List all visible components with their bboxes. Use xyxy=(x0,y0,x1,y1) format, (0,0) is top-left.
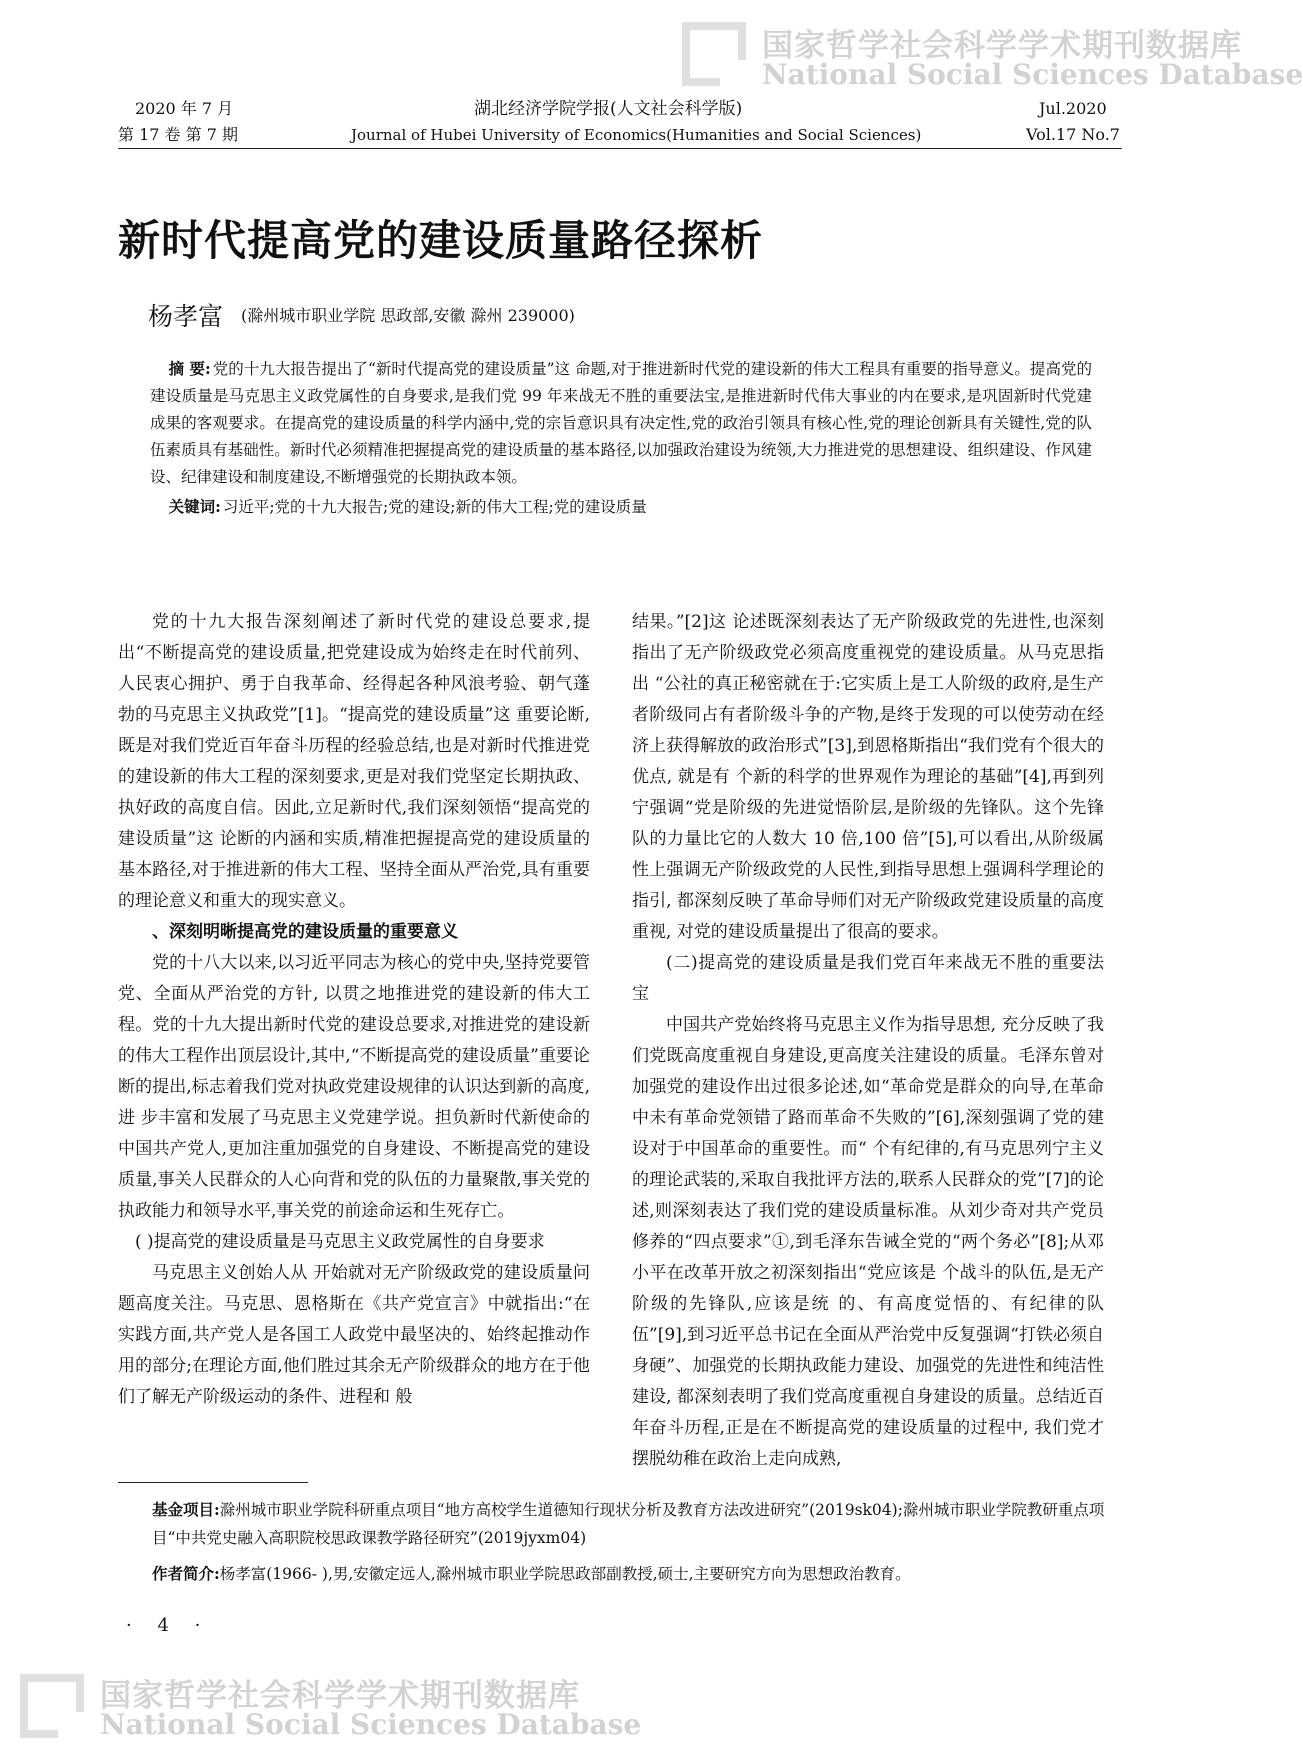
body-column-left xyxy=(118,607,590,1413)
keywords xyxy=(150,493,1092,521)
body-paragraph: 马克思主义创始人从 开始就对无产阶级政党的建设质量问题高度关注。马克思、恩格斯在《共产党宣言》中就指出:“在实践方面,共产党人是各国工人政党中最坚决的、始终起推动作用的部分;在理论方面,他们胜过其余无产阶级群众的地方在于他们了解无产阶级运动的条件、进程和 般 xyxy=(118,1263,590,1407)
article-title: 新时代提高党的建设质量路径探析 xyxy=(118,216,764,265)
section-heading: 、深刻明晰提高党的建设质量的重要意义 xyxy=(152,922,458,942)
footnote-rule xyxy=(118,1482,308,1483)
abstract-label: 摘 要: xyxy=(168,359,211,378)
abstract xyxy=(150,355,1092,521)
author-affiliation: (滁州城市职业学院 思政部,安徽 滁州 239000) xyxy=(241,306,575,325)
subsection-heading: ( )提高党的建设质量是马克思主义政党属性的自身要求 xyxy=(135,1232,545,1252)
fund-label: 基金项目: xyxy=(152,1500,220,1519)
database-logo-icon xyxy=(20,1674,84,1738)
watermark-bottom xyxy=(20,1670,642,1741)
header-journal-cn: 湖北经济学院学报(人文社会科学版) xyxy=(474,99,743,119)
watermark-en: National Social Sciences Database xyxy=(100,1708,642,1741)
body-paragraph: 结果。”[2]这 论述既深刻表达了无产阶级政党的先进性,也深刻指出了无产阶级政党必须高度重视党的建设质量。从马克思指出 “公社的真正秘密就在于:它实质上是工人阶级的政府,是生产者阶级同占有者阶级斗争的产物,是终于发现的可以使劳动在经济上获得解放的政治形式”[3],到恩格斯指出“我们党有个很大的优点, 就是有 个新的科学的世界观作为理论的基础”[4],再到列宁强调“党是阶级的先进觉悟阶层,是阶级的先锋队。这个先锋队的力量比它的人数大 10 倍,100 倍”[5],可以看出,从阶级属性上强调无产阶级政党的人民性,到指导思想上强调科学理论的指引, 都深刻反映了革命导师们对无产阶级政党建设质量的高度重视, 对党的建设质量提出了很高的要求。 xyxy=(632,612,1104,942)
subsection-heading: (二)提高党的建设质量是我们党百年来战无不胜的重要法宝 xyxy=(632,953,1104,1004)
abstract-paragraph xyxy=(150,355,1092,491)
author-name: 杨孝富 xyxy=(148,302,224,331)
body-paragraph: 党的十九大报告深刻阐述了新时代党的建设总要求,提出“不断提高党的建设质量,把党建设成为始终走在时代前列、人民衷心拥护、勇于自我革命、经得起各种风浪考验、朝气蓬勃的马克思主义执政党”[1]。“提高党的建设质量”这 重要论断,既是对我们党近百年奋斗历程的经验总结,也是对新时代推进党的建设新的伟大工程的深刻要求,更是对我们党坚定长期执政、执好政的高度自信。因此,立足新时代,我们深刻领悟“提高党的建设质量”这 论断的内涵和实质,精准把握提高党的建设质量的基本路径,对于推进新的伟大工程、坚持全面从严治党,具有重要的理论意义和重大的现实意义。 xyxy=(118,612,590,911)
watermark-cn: 国家哲学社会科学学术期刊数据库 xyxy=(762,28,1242,64)
author-bio-text: 杨孝富(1966- ),男,安徽定远人,滁州城市职业学院思政部副教授,硕士,主要研究方向为思想政治教育。 xyxy=(219,1565,911,1583)
database-logo-icon xyxy=(682,22,746,86)
header-rule xyxy=(118,148,1122,149)
header-date-en: Jul.2020 xyxy=(1039,99,1107,118)
watermark-cn: 国家哲学社会科学学术期刊数据库 xyxy=(100,1678,580,1714)
author-bio-label: 作者简介: xyxy=(152,1564,220,1583)
body-column-right xyxy=(632,607,1104,1475)
page-number: · 4 · xyxy=(126,1615,211,1636)
watermark-top xyxy=(682,20,1303,91)
abstract-text: 党的十九大报告提出了“新时代提高党的建设质量”这 命题,对于推进新时代党的建设新的伟大工程具有重要的指导意义。提高党的建设质量是马克思主义政党属性的自身要求,是我们党 99 年来战无不胜的重要法宝,是推进新时代伟大事业的内在要求,是巩固新时代党建成果的客观要求。在提高党的建设质量的科学内涵中,党的宗旨意识具有决定性,党的政治引领具有核心性,党的理论创新具有关键性,党的队伍素质具有基础性。新时代必须精准把握提高党的建设质量的基本路径,以加强政治建设为统领,大力推进党的思想建设、组织建设、作风建设、纪律建设和制度建设,不断增强党的长期执政本领。 xyxy=(150,360,1092,486)
body-paragraph: 党的十八大以来,以习近平同志为核心的党中央,坚持党要管党、全面从严治党的方针, 以贯之地推进党的建设新的伟大工程。党的十九大提出新时代党的建设总要求,对推进党的建设新的伟大工程作出顶层设计,其中,“不断提高党的建设质量”重要论断的提出,标志着我们党对执政党建设规律的认识达到新的高度,进 步丰富和发展了马克思主义党建学说。担负新时代新使命的中国共产党人,更加注重加强党的自身建设、不断提高党的建设质量,事关人民群众的人心向背和党的队伍的力量聚散,事关党的执政能力和领导水平,事关党的前途命运和生死存亡。 xyxy=(118,953,590,1221)
keywords-label: 关键词: xyxy=(168,497,221,516)
fund-text: 滁州城市职业学院科研重点项目“地方高校学生道德知行现状分析及教育方法改进研究”(2019sk04);滁州城市职业学院教研重点项目“中共党史融入高职院校思政课教学路径研究”(2019jyxm04) xyxy=(152,1501,1105,1547)
header-journal-en: Journal of Hubei University of Economics(Humanities and Social Sciences) xyxy=(351,126,922,144)
author-note xyxy=(152,1560,1112,1588)
header-date-cn: 2020 年 7 月 xyxy=(135,99,234,118)
fund-note xyxy=(152,1496,1112,1552)
header-volume-en: Vol.17 No.7 xyxy=(1026,125,1120,144)
body-paragraph: 中国共产党始终将马克思主义作为指导思想, 充分反映了我们党既高度重视自身建设,更高度关注建设的质量。毛泽东曾对加强党的建设作出过很多论述,如“革命党是群众的向导,在革命中未有革命党领错了路而革命不失败的”[6],深刻强调了党的建设对于中国革命的重要性。而“ 个有纪律的,有马克思列宁主义的理论武装的,采取自我批评方法的,联系人民群众的党”[7]的论述,则深刻表达了我们党的建设质量标准。从刘少奇对共产党员修养的“四点要求”①,到毛泽东告诫全党的“两个务必”[8];从邓小平在改革开放之初深刻指出“党应该是 个战斗的队伍,是无产阶级的先锋队,应该是统 的、有高度觉悟的、有纪律的队伍”[9],到习近平总书记在全面从严治党中反复强调“打铁必须自身硬”、加强党的长期执政能力建设、加强党的先进性和纯洁性建设, 都深刻表明了我们党高度重视自身建设的质量。总结近百年奋斗历程,正是在不断提高党的建设质量的过程中, 我们党才摆脱幼稚在政治上走向成熟, xyxy=(632,1015,1104,1469)
header-volume-cn: 第 17 卷 第 7 期 xyxy=(118,125,238,144)
keywords-text: 习近平;党的十九大报告;党的建设;新的伟大工程;党的建设质量 xyxy=(222,498,647,516)
watermark-en: National Social Sciences Database xyxy=(762,58,1303,91)
